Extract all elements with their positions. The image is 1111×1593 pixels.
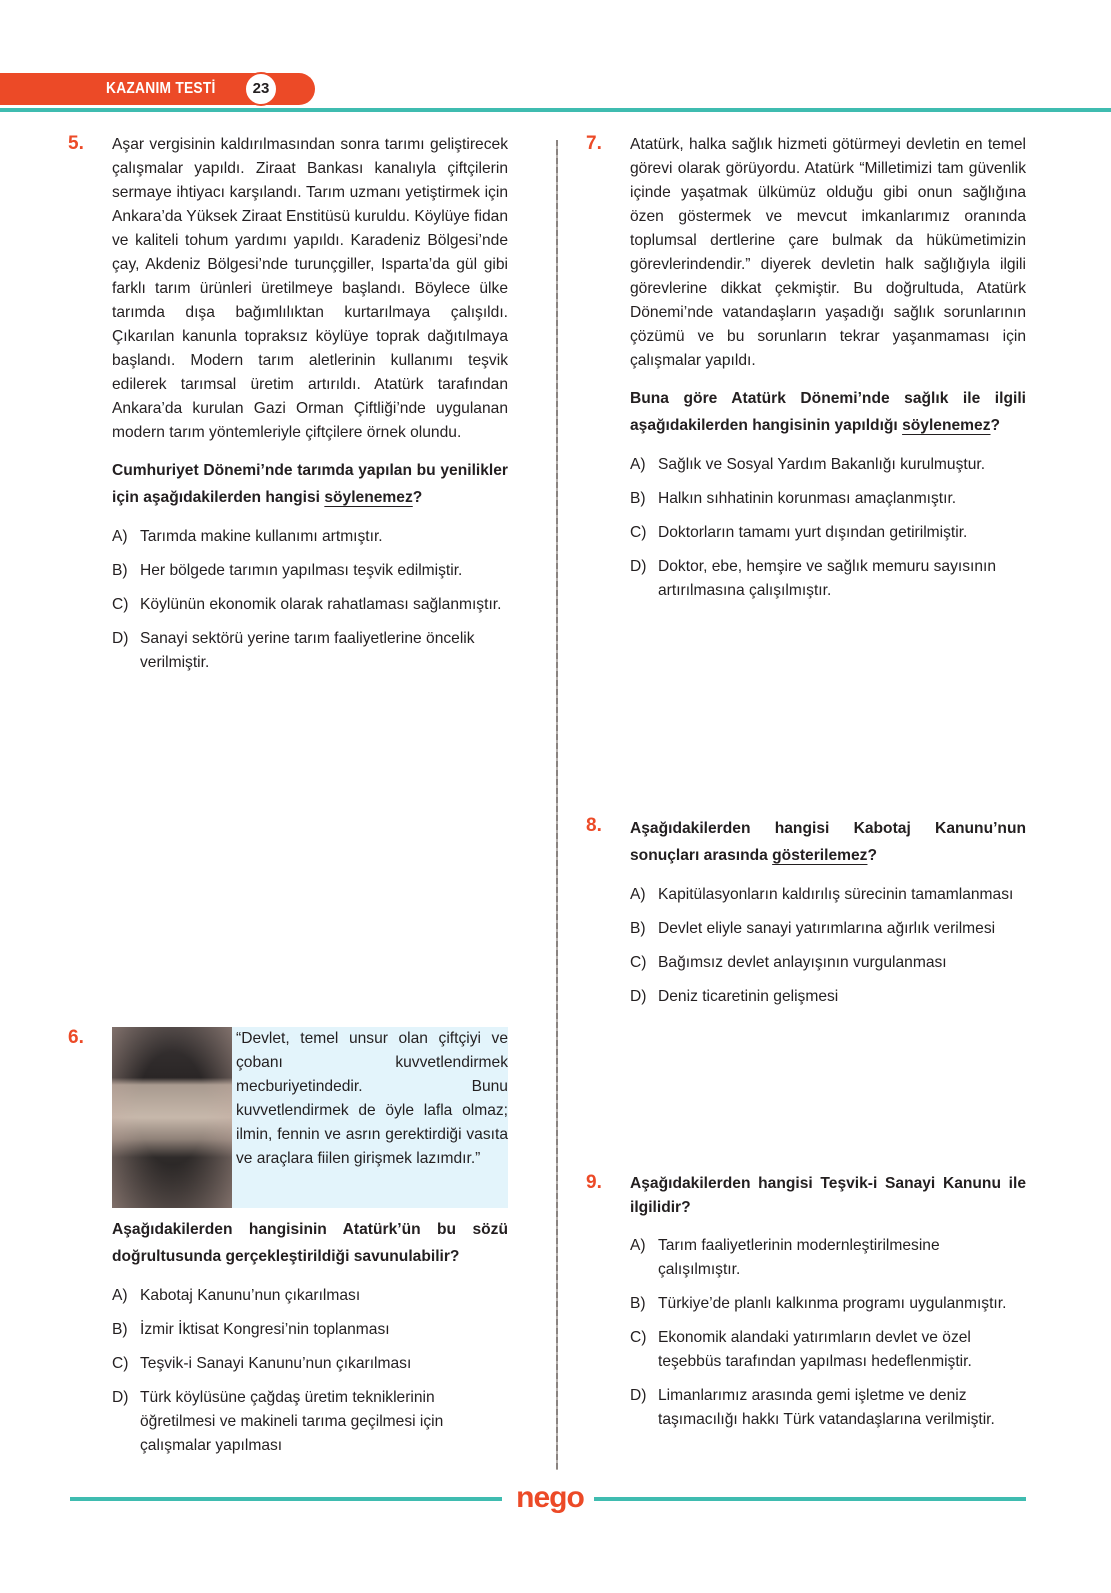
option-b[interactable]: B) Her bölgede tarımın yapılması teşvik edilmiştir. [112,562,463,579]
question-6 [68,1027,508,1468]
question-number: 5. [68,133,84,154]
question-stem: Cumhuriyet Dönemi’nde tarımda yapılan bu yenilikler için aşağıdakilerden hangisi söylenemez? [112,462,508,506]
question-number: 8. [586,815,602,836]
question-7 [586,133,1026,613]
question-number: 6. [68,1027,84,1048]
question-stem: Aşağıdakilerden hangisinin Atatürk’ün bu sözü doğrultusunda gerçekleştirildiği savunulabilir? [112,1221,508,1265]
option-b[interactable]: B) İzmir İktisat Kongresi’nin toplanması [112,1321,390,1338]
option-a[interactable]: A) Kapitülasyonların kaldırılış sürecinin tamamlanması [630,886,1014,903]
option-a[interactable]: A) Sağlık ve Sosyal Yardım Bakanlığı kurulmuştur. [630,456,986,473]
question-5 [68,133,508,685]
option-d[interactable]: D) Doktor, ebe, hemşire ve sağlık memuru sayısının artırılmasına çalışılmıştır. [630,558,997,599]
options-list [112,525,508,675]
footer-divider-left [70,1497,502,1501]
question-number: 9. [586,1172,602,1193]
option-b[interactable]: B) Türkiye’de planlı kalkınma programı uygulanmıştır. [630,1295,1007,1312]
emphasis-underlined: söylenemez [902,417,991,434]
test-title: KAZANIM TESTİ [106,80,216,97]
question-9 [586,1172,1026,1442]
question-8 [586,815,1026,1019]
option-b[interactable]: B) Devlet eliyle sanayi yatırımlarına ağırlık verilmesi [630,920,996,937]
publisher-logo: nego [516,1481,584,1514]
option-d[interactable]: D) Türk köylüsüne çağdaş üretim tekniklerinin öğretilmesi ve makineli tarıma geçilmesi için çalışmalar yapılması [112,1389,444,1454]
option-a[interactable]: A) Tarımda makine kullanımı artmıştır. [112,528,383,545]
option-c[interactable]: C) Bağımsız devlet anlayışının vurgulanması [630,954,947,971]
emphasis-underlined: gösterilemez [772,847,868,864]
column-divider [556,140,558,1470]
option-c[interactable]: C) Ekonomik alandaki yatırımların devlet ve özel teşebbüs tarafından yapılması hedeflenmiştir. [630,1329,972,1370]
question-stem: Buna göre Atatürk Dönemi’nde sağlık ile ilgili aşağıdakilerden hangisinin yapıldığı söylenemez? [630,390,1026,434]
option-c[interactable]: C) Doktorların tamamı yurt dışından getirilmiştir. [630,524,968,541]
option-d[interactable]: D) Deniz ticaretinin gelişmesi [630,988,839,1005]
question-paragraph: Atatürk, halka sağlık hizmeti götürmeyi devletin en temel görevi olarak görüyordu. Atatürk “Milletimizi tam güvenlik içinde yaşatmak ülkümüz olduğu gibi onun sağlığına özen göstermek ve mevcut imkanlarımız oranında toplumsal dertlerine çare bulmak da hükümetimizin görevlerindendir.” diyerek devletin halk sağlığıyla ilgili görevlerine dikkat çekmiştir. Bu doğrultuda, Atatürk Dönemi’nde vatandaşların yaşadığı sağlık sorunlarının çözümü ve bu sorunların tekrar yaşanmaması için çalışmalar yapıldı. [630,136,1026,369]
header-divider [0,108,1111,112]
options-list [630,453,1026,603]
options-list [630,1234,1026,1432]
option-a[interactable]: A) Kabotaj Kanunu’nun çıkarılması [112,1287,361,1304]
ataturk-portrait-image [112,1027,232,1208]
emphasis-underlined: söylenemez [324,489,413,506]
footer-divider-right [594,1497,1026,1501]
option-c[interactable]: C) Teşvik-i Sanayi Kanunu’nun çıkarılması [112,1355,412,1372]
option-b[interactable]: B) Halkın sıhhatinin korunması amaçlanmıştır. [630,490,957,507]
question-stem: Aşağıdakilerden hangisi Kabotaj Kanunu’nun sonuçları arasında gösterilemez? [630,820,1026,864]
question-paragraph: Aşar vergisinin kaldırılmasından sonra tarımı geliştirecek çalışmalar yapıldı. Ziraat Bankası kanalıyla çiftçilerin sermaye ihtiyacı karşılandı. Tarım uzmanı yetiştirmek için Ankara’da Yüksek Ziraat Enstitüsü kuruldu. Köylüye fidan ve kaliteli tohum yardımı yapıldı. Karadeniz Bölgesi’nde çay, Akdeniz Bölgesi’nde turunçgiller, Isparta’da gül gibi farklı tarım ürünleri üretilmeye başlandı. Böylece ülke tarımda dışa bağımlılıktan kurtarılmaya çalışıldı. Çıkarılan kanunla topraksız köylüye toprak dağıtılmaya başlandı. Modern tarım aletlerinin kullanımı teşvik edilerek tarımsal üretim artırıldı. Atatürk tarafından Ankara’da kurulan Gazi Orman Çiftliği’nde uygulanan modern tarım yöntemleriyle çiftçilere örnek olundu. [112,136,508,441]
question-number: 7. [586,133,602,154]
options-list [112,1284,508,1458]
option-c[interactable]: C) Köylünün ekonomik olarak rahatlaması sağlanmıştır. [112,596,502,613]
option-d[interactable]: D) Sanayi sektörü yerine tarım faaliyetlerine öncelik verilmiştir. [112,630,475,671]
option-a[interactable]: A) Tarım faaliyetlerinin modernleştirilmesine çalışılmıştır. [630,1237,940,1278]
option-d[interactable]: D) Limanlarımız arasında gemi işletme ve deniz taşımacılığı hakkı Türk vatandaşlarına verilmiştir. [630,1387,995,1428]
quote-text: “Devlet, temel unsur olan çiftçiyi ve çobanı kuvvetlendirmek mecburiyetindedir. Bunu kuvvetlendirmek de öyle lafla olmaz; ilmin, fennin ve asrın gerektirdiği vasıta ve araçlara fiilen girişmek lazımdır.” [232,1027,508,1208]
options-list [630,883,1026,1009]
question-stem: Aşağıdakilerden hangisi Teşvik-i Sanayi Kanunu ile ilgilidir? [630,1175,1026,1216]
test-number-badge: 23 [244,72,278,106]
quote-box [112,1027,508,1208]
